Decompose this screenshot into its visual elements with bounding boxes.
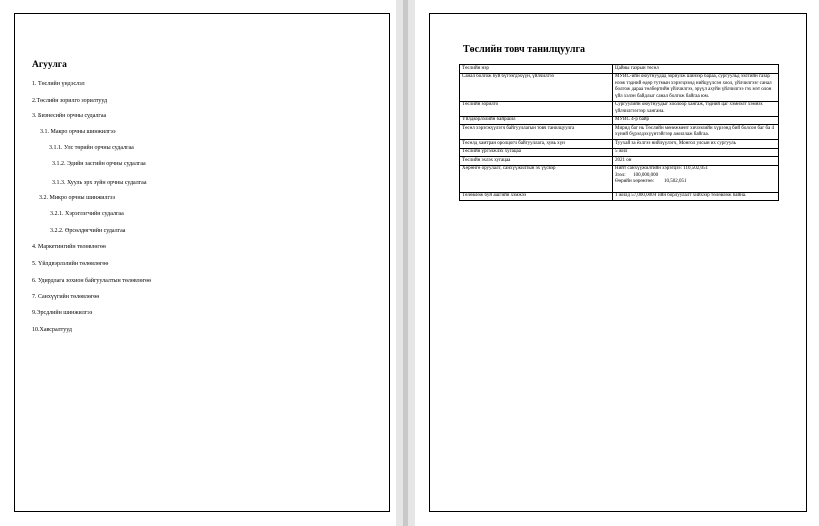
row-value: Туухай за ёхлгээ нийлүүлэгч, Монгол улсын их сургууль (613, 140, 779, 149)
table-row (460, 73, 779, 101)
table-row (460, 125, 779, 140)
row-value: 5 жил (613, 148, 779, 157)
toc-item[interactable]: 3.2.2. Өрсөлдөгчийн судалгаа (50, 228, 126, 234)
row-value: МУИС 4-р байр (613, 116, 779, 125)
toc-item[interactable]: 3.1.3. Хууль эрх зүйн орчны судалгаа (52, 180, 147, 186)
row-label: Төсөлд хамтран оролцогч байгууллага, хувь хүн (460, 140, 613, 149)
table-row (460, 148, 779, 157)
table-row (460, 157, 779, 166)
toc-item[interactable]: 3.1.2. Эдийн засгийн орчны судалгаа (52, 161, 146, 167)
toc-item[interactable]: 3. Бизнесийн орчны судалгаа (32, 113, 107, 119)
page-gutter (403, 0, 408, 526)
row-label: Санал болгож буй бүтээгдэхүүн, үйлчилгээ (460, 73, 613, 101)
total-funding: Нийт санхүүжилтийн хэрэгцээ: 110,502,051 (615, 166, 708, 171)
toc-item[interactable]: 9.Эрсдлийн шинжилгээ (32, 310, 93, 316)
toc-title: Агуулга (32, 60, 67, 70)
row-value: 2021 он (613, 157, 779, 166)
row-label: Төслийн зорилго (460, 101, 613, 116)
row-value (613, 165, 779, 192)
row-label: Үйлдвэрлэлийн байршил (460, 116, 613, 125)
table-row (460, 192, 779, 201)
toc-item[interactable]: 3.2.1. Хэрэглэгчийн судалгаа (50, 211, 124, 217)
table-row (460, 65, 779, 74)
loan-amount: Зээл: 100,000,000 (615, 172, 659, 178)
summary-title: Төслийн товч танилцуулга (463, 44, 586, 55)
toc-item[interactable]: 2.Төслийн зорилго зорилтууд (32, 98, 108, 104)
page-right (415, 0, 819, 526)
toc-item[interactable]: 1. Төслийн үндэслэл (32, 81, 85, 87)
table-row (460, 165, 779, 192)
toc-item[interactable]: 3.2. Микро орчны шинжилгээ (39, 195, 116, 201)
row-value: Мирид баг нь Төслийн менежмент хичээлийн хүрээнд бий болсон баг ба 4 хүний бүрэлдэхүүнтэйгээр ажиллаж байгаа. (613, 125, 779, 140)
toc-item[interactable]: 10.Хавсралтууд (32, 327, 72, 333)
row-value: МУИС-ийн оюутнуудад зориулж шинээр бараа, сургуульд ээлтийн газар нээж тэдний өдөр тутмын хэрэгцээнд нийцүүлсэн хоол, үйлчилгээг санал болгож дараа төлбөртийн үйлчилгээ, эрүүл ахуйн үйлчилгээ гэх мэт олон үйл хэлэн байдлыг санал болгож байгаа юм. (613, 73, 779, 101)
table-row (460, 140, 779, 149)
row-label: Төлөвлөж буй ашгийн хэмжээ (460, 192, 613, 201)
row-value: 1 жилд 57,000,000₮ ийн борлуулалт хийхээр төлөвлөж байна. (613, 192, 779, 201)
row-value: Сургуулийн оюутнуудыг хоолоор хангаж, тэдний цаг хэмнэлт хэмнэх үйлчилгээгээр хангана. (613, 101, 779, 116)
toc-item[interactable]: 7. Санхүүгийн төлөвлөгөө (32, 294, 100, 300)
own-capital: Өөрийн хөрөнгөө: 10,502,051 (615, 179, 687, 184)
toc-item[interactable]: 3.1. Макро орчны шинжилгээ (40, 129, 116, 135)
table-row (460, 116, 779, 125)
row-label: Төсөл хэрэгжүүлэгч байгууллагын товч танилцуулга (460, 125, 613, 140)
summary-table (459, 64, 779, 201)
row-label: Хөрөнгө оруулалт, санхүүжилтын эх үүсвэр (460, 165, 613, 192)
toc-item[interactable]: 5. Үйлдвэрлэлийн төлөвлөгөө (32, 261, 109, 267)
toc-item[interactable]: 6. Удирдлага зохион байгуулалтын төлөвлөгөө (32, 278, 152, 284)
page-left (0, 0, 396, 526)
row-label: Төслийн үргэлжлэх хугацаа (460, 148, 613, 157)
toc-item[interactable]: 4. Маркетингийн төлөвлөгөө (32, 244, 106, 250)
row-label: Төслийн эхлэх хугацаа (460, 157, 613, 166)
row-label: Төслийн нэр (460, 65, 613, 74)
toc-item[interactable]: 3.1.1. Улс төрийн орчны судалгаа (49, 145, 134, 151)
table-row (460, 101, 779, 116)
row-value: Цайны газрын төсөл (613, 65, 779, 74)
